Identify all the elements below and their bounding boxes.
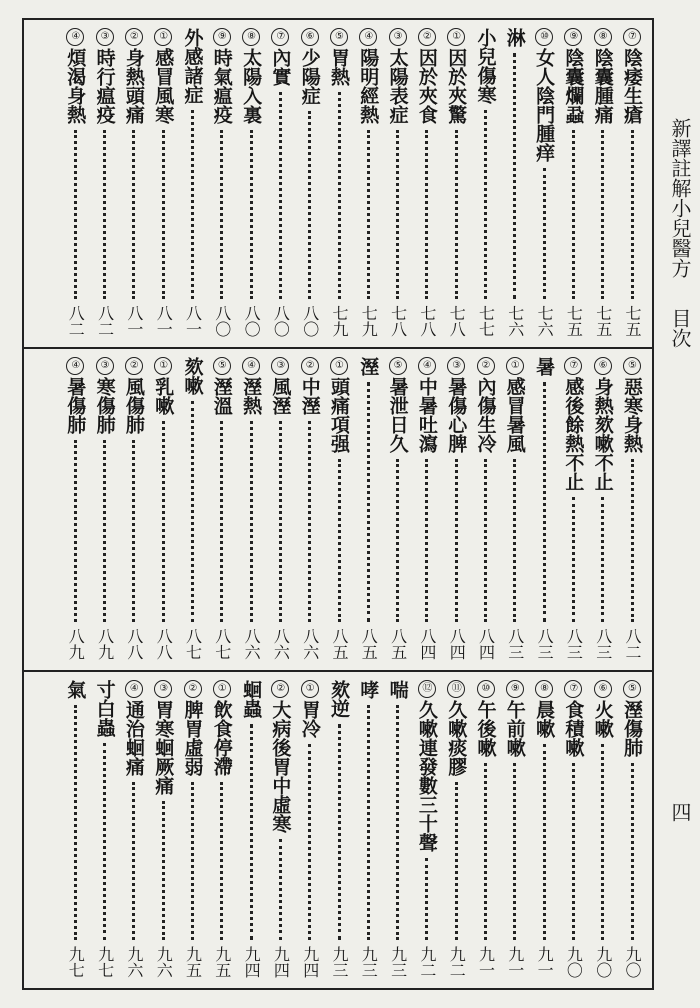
entry-title: 晨嗽 [533, 700, 556, 738]
entry-title: 因於夾驚 [445, 48, 468, 124]
entry-page: 九四 [300, 946, 320, 978]
entry-number: ④ [242, 357, 260, 375]
entry-number: ① [154, 357, 172, 375]
toc-entry [591, 680, 615, 978]
leader-dots [631, 459, 634, 622]
toc-heading [63, 680, 87, 978]
toc-entry [210, 28, 234, 337]
entry-number: ② [301, 357, 319, 375]
entry-page: 九四 [271, 946, 291, 978]
entry-page: 八〇 [300, 305, 320, 337]
entry-page: 九〇 [593, 946, 613, 978]
leader-dots [308, 744, 311, 940]
leader-dots [132, 440, 135, 622]
leader-dots [250, 130, 253, 299]
entry-number: ② [477, 357, 495, 375]
entry-page: 八一 [183, 305, 203, 337]
leader-dots [338, 459, 341, 622]
toc-heading [239, 680, 263, 978]
entry-page: 八二 [66, 305, 86, 337]
entry-page: 八一 [124, 305, 144, 337]
toc-entry [620, 357, 644, 660]
toc-entry [386, 357, 410, 660]
leader-dots [338, 724, 341, 940]
entry-title: 感冒風寒 [152, 48, 175, 124]
entry-page: 八五 [330, 628, 349, 660]
entry-page: 八三 [593, 628, 613, 660]
entry-title: 感冒暑風 [503, 377, 526, 453]
toc-entry [415, 357, 439, 660]
entry-number: ③ [447, 357, 465, 375]
entry-title: 暑傷心脾 [445, 377, 468, 453]
entry-number: ⑦ [623, 28, 641, 46]
entry-number: ② [418, 28, 436, 46]
toc-entry [122, 680, 146, 978]
leader-dots [132, 130, 135, 299]
entry-number: ③ [154, 680, 172, 698]
toc-entry [151, 680, 175, 978]
leader-dots [455, 130, 458, 299]
entry-number: ⑤ [330, 28, 348, 46]
entry-title: 陰囊爛蝨 [562, 48, 585, 124]
leader-dots [513, 53, 516, 299]
leader-dots [367, 705, 370, 940]
entry-page: 八〇 [271, 305, 291, 337]
section-label: 目次 [668, 308, 692, 348]
entry-page: 八六 [242, 628, 262, 660]
entry-page: 八一 [154, 305, 174, 337]
leader-dots [74, 705, 77, 940]
entry-number: ⑦ [564, 680, 582, 698]
entry-page: 八九 [95, 628, 115, 660]
leader-dots [279, 421, 282, 622]
toc-heading [532, 357, 556, 660]
entry-page: 八二 [623, 628, 642, 660]
entry-page: 七八 [388, 305, 408, 337]
toc-entry [503, 680, 527, 978]
entry-number: ⑤ [213, 357, 231, 375]
entry-number: ⑥ [594, 680, 612, 698]
toc-panel-2 [24, 349, 652, 670]
entry-page: 九四 [242, 946, 262, 978]
toc-entry [93, 28, 117, 337]
toc-heading [474, 28, 498, 337]
entry-number: ① [447, 28, 465, 46]
entry-number: ① [154, 28, 172, 46]
entry-number: ⑤ [623, 357, 641, 375]
leader-dots [396, 459, 399, 622]
leader-dots [220, 782, 223, 940]
leader-dots [191, 782, 194, 940]
entry-page: 八三 [505, 628, 525, 660]
leader-dots [484, 110, 487, 299]
entry-page: 八四 [476, 628, 496, 660]
entry-title: 暑傷肺 [64, 377, 87, 434]
toc-entry [561, 680, 585, 978]
toc-entry [532, 680, 556, 978]
entry-page: 九五 [183, 946, 203, 978]
entry-page: 八六 [300, 628, 320, 660]
entry-number: ⑩ [477, 680, 495, 698]
leader-dots [220, 421, 223, 622]
entry-number: ② [271, 680, 289, 698]
heading-title: 喘 [386, 680, 409, 699]
entry-page: 八四 [447, 628, 467, 660]
entry-page: 九一 [505, 946, 525, 978]
entry-title: 寒傷肺 [93, 377, 116, 434]
leader-dots [191, 401, 194, 622]
entry-number: ⑦ [271, 28, 289, 46]
entry-title: 胃寒蛔厥痛 [152, 700, 175, 795]
entry-title: 內實 [269, 48, 292, 86]
entry-title: 溼熱 [240, 377, 263, 415]
entry-page: 八〇 [242, 305, 262, 337]
entry-number: ⑤ [623, 680, 641, 698]
entry-number: ⑨ [506, 680, 524, 698]
entry-page: 八三 [564, 628, 584, 660]
entry-page: 八五 [388, 628, 408, 660]
toc-entry [298, 28, 322, 337]
leader-dots [425, 130, 428, 299]
entry-number: ⑧ [594, 28, 612, 46]
toc-entry [620, 680, 644, 978]
entry-page: 八三 [535, 628, 555, 660]
heading-title: 淋 [503, 28, 526, 47]
entry-page: 七九 [359, 305, 379, 337]
entry-title: 時行瘟疫 [93, 48, 116, 124]
entry-title: 胃冷 [298, 700, 321, 738]
leader-dots [455, 459, 458, 622]
leader-dots [425, 858, 428, 940]
entry-page: 七五 [564, 305, 584, 337]
leader-dots [367, 130, 370, 299]
entry-page: 七七 [476, 305, 496, 337]
entry-title: 身熱欬嗽不止 [591, 377, 614, 491]
leader-dots [162, 130, 165, 299]
leader-dots [572, 497, 575, 622]
entry-number: ⑫ [418, 680, 436, 698]
toc-entry [356, 28, 380, 337]
toc-entry [151, 357, 175, 660]
entry-number: ④ [359, 28, 377, 46]
entry-title: 火嗽 [591, 700, 614, 738]
entry-page: 八七 [212, 628, 232, 660]
entry-page: 八〇 [212, 305, 232, 337]
leader-dots [425, 459, 428, 622]
toc-entry [591, 28, 615, 337]
toc-entry [474, 680, 498, 978]
toc-panel-3 [24, 672, 652, 988]
entry-number: ③ [271, 357, 289, 375]
entry-number: ⑧ [535, 680, 553, 698]
entry-number: ① [330, 357, 348, 375]
toc-entry [503, 357, 527, 660]
toc-entry [93, 357, 117, 660]
leader-dots [513, 763, 516, 940]
toc-entry [210, 680, 234, 978]
entry-number: ⑩ [535, 28, 553, 46]
leader-dots [484, 459, 487, 622]
leader-dots [191, 110, 194, 299]
leader-dots [162, 421, 165, 622]
entry-title: 身熱頭痛 [122, 48, 145, 124]
page-number: 四 [668, 802, 692, 822]
entry-number: ⑨ [213, 28, 231, 46]
entry-number: ④ [66, 357, 84, 375]
entry-page: 九二 [417, 946, 437, 978]
entry-page: 八七 [183, 628, 203, 660]
toc-entry [561, 357, 585, 660]
toc-entry [327, 357, 351, 660]
leader-dots [103, 130, 106, 299]
entry-title: 頭痛項强 [328, 377, 350, 453]
leader-dots [103, 440, 106, 622]
entry-page: 九六 [124, 946, 144, 978]
toc-entry [151, 28, 175, 337]
toc-entry [386, 28, 410, 337]
entry-page: 七九 [330, 305, 349, 337]
heading-title: 氣 [64, 680, 87, 699]
entry-number: ④ [125, 680, 143, 698]
entry-number: ⑤ [389, 357, 407, 375]
entry-number: ⑦ [564, 357, 582, 375]
toc-entry [122, 357, 146, 660]
leader-dots [308, 421, 311, 622]
leader-dots [74, 130, 77, 299]
heading-title: 小兒傷寒 [474, 28, 497, 104]
entry-title: 少陽症 [298, 48, 321, 105]
heading-title: 外感諸症 [181, 28, 204, 104]
leader-dots [279, 92, 282, 299]
entry-page: 七六 [535, 305, 555, 337]
entry-number: ③ [389, 28, 407, 46]
toc-entry [474, 357, 498, 660]
entry-page: 七六 [505, 305, 525, 337]
leader-dots [74, 440, 77, 622]
entry-title: 午前嗽 [503, 700, 526, 757]
toc-heading [327, 680, 351, 978]
leader-dots [367, 382, 370, 622]
entry-page: 八五 [359, 628, 379, 660]
entry-number: ② [125, 357, 143, 375]
toc-heading [356, 680, 380, 978]
leader-dots [601, 130, 604, 299]
leader-dots [572, 130, 575, 299]
entry-page: 九三 [388, 946, 408, 978]
toc-entry [63, 28, 87, 337]
entry-page: 八八 [154, 628, 174, 660]
heading-title: 寸白蟲 [93, 680, 116, 737]
entry-page: 九一 [476, 946, 496, 978]
entry-page: 七八 [447, 305, 467, 337]
toc-entry [122, 28, 146, 337]
heading-title: 欬嗽 [181, 357, 204, 395]
toc-entry [444, 357, 468, 660]
heading-title: 溼 [357, 357, 380, 376]
entry-title: 太陽入裏 [240, 48, 263, 124]
toc-heading [181, 357, 205, 660]
entry-title: 久嗽連發數三十聲 [415, 700, 438, 852]
leader-dots [162, 801, 165, 940]
leader-dots [220, 130, 223, 299]
toc-entry [415, 680, 439, 978]
entry-title: 食積嗽 [562, 700, 585, 757]
toc-heading [93, 680, 117, 978]
leader-dots [513, 459, 516, 622]
toc-entry [239, 28, 263, 337]
entry-title: 陰囊腫痛 [591, 48, 614, 124]
entry-number: ② [125, 28, 143, 46]
heading-title: 哮 [357, 680, 380, 699]
entry-title: 乳嗽 [152, 377, 175, 415]
leader-dots [543, 744, 546, 940]
toc-entry [268, 28, 292, 337]
entry-number: ⑥ [594, 357, 612, 375]
toc-heading [386, 680, 410, 978]
entry-page: 九七 [66, 946, 86, 978]
leader-dots [601, 744, 604, 940]
toc-entry [268, 357, 292, 660]
leader-dots [250, 724, 253, 940]
leader-dots [132, 782, 135, 940]
leader-dots [250, 421, 253, 622]
leader-dots [631, 763, 634, 940]
entry-number: ① [506, 357, 524, 375]
entry-page: 九三 [330, 946, 349, 978]
entry-title: 風傷肺 [122, 377, 145, 434]
entry-page: 九〇 [564, 946, 584, 978]
entry-page: 九六 [154, 946, 174, 978]
toc-entry [268, 680, 292, 978]
toc-heading [503, 28, 527, 337]
entry-page: 七五 [593, 305, 613, 337]
entry-title: 中溼 [298, 377, 321, 415]
entry-number: ⑨ [564, 28, 582, 46]
entry-title: 因於夾食 [415, 48, 438, 124]
entry-title: 通治蛔痛 [122, 700, 145, 776]
entry-title: 風溼 [269, 377, 292, 415]
heading-title: 蛔蟲 [240, 680, 263, 718]
leader-dots [631, 130, 634, 299]
entry-number: ③ [96, 28, 114, 46]
book-title: 新譯註解小兒醫方 [668, 118, 692, 278]
toc-entry [561, 28, 585, 337]
leader-dots [572, 763, 575, 940]
toc-entry [63, 357, 87, 660]
entry-number: ④ [418, 357, 436, 375]
leader-dots [396, 705, 399, 940]
entry-title: 女人陰門腫痒 [533, 48, 556, 162]
toc-panel-1 [24, 20, 652, 347]
entry-page: 九五 [212, 946, 232, 978]
leader-dots [484, 763, 487, 940]
entry-title: 太陽表症 [386, 48, 409, 124]
entry-title: 午後嗽 [474, 700, 497, 757]
leader-dots [396, 130, 399, 299]
entry-title: 胃熱 [328, 48, 350, 86]
entry-title: 惡寒身熱 [621, 377, 643, 453]
entry-page: 七八 [417, 305, 437, 337]
toc-entry [298, 680, 322, 978]
entry-title: 內傷生冷 [474, 377, 497, 453]
entry-title: 暑泄日久 [386, 377, 409, 453]
leader-dots [279, 839, 282, 940]
entry-title: 飲食停滯 [210, 700, 233, 776]
entry-page: 八二 [95, 305, 115, 337]
entry-page: 八九 [66, 628, 86, 660]
toc-entry [444, 28, 468, 337]
toc-entry [181, 680, 205, 978]
toc-entry [444, 680, 468, 978]
entry-page: 九一 [535, 946, 555, 978]
entry-page: 九三 [359, 946, 379, 978]
entry-title: 時氣瘟疫 [210, 48, 233, 124]
entry-page: 九二 [447, 946, 467, 978]
entry-title: 溼傷肺 [621, 700, 643, 757]
entry-page: 七五 [623, 305, 642, 337]
entry-title: 大病後胃中虛寒 [269, 700, 292, 833]
toc-entry [239, 357, 263, 660]
toc-heading [181, 28, 205, 337]
entry-number: ⑥ [301, 28, 319, 46]
toc-heading [356, 357, 380, 660]
entry-number: ⑧ [242, 28, 260, 46]
entry-number: ① [301, 680, 319, 698]
entry-page: 九七 [95, 946, 115, 978]
entry-title: 陽明經熱 [357, 48, 380, 124]
toc-entry [415, 28, 439, 337]
leader-dots [543, 168, 546, 299]
entry-title: 溼溫 [210, 377, 233, 415]
toc-entry [327, 28, 351, 337]
entry-page: 八四 [417, 628, 437, 660]
leader-dots [103, 743, 106, 940]
entry-page: 九〇 [623, 946, 642, 978]
leader-dots [543, 382, 546, 622]
entry-number: ④ [66, 28, 84, 46]
toc-entry [591, 357, 615, 660]
entry-title: 煩渴身熱 [64, 48, 87, 124]
leader-dots [455, 782, 458, 940]
entry-title: 感後餘熱不止 [562, 377, 585, 491]
leader-dots [338, 92, 341, 299]
entry-title: 脾胃虛弱 [181, 700, 204, 776]
heading-title: 欬逆 [328, 680, 350, 718]
entry-number: ⑪ [447, 680, 465, 698]
entry-page: 八八 [124, 628, 144, 660]
entry-title: 陰痿生瘡 [621, 48, 643, 124]
leader-dots [601, 497, 604, 622]
entry-number: ③ [96, 357, 114, 375]
entry-page: 八六 [271, 628, 291, 660]
entry-number: ② [184, 680, 202, 698]
entry-title: 中暑吐瀉 [415, 377, 438, 453]
leader-dots [308, 111, 311, 299]
toc-entry [210, 357, 234, 660]
toc-entry [532, 28, 556, 337]
toc-entry [298, 357, 322, 660]
entry-title: 久嗽痰膠 [445, 700, 468, 776]
heading-title: 暑 [533, 357, 556, 376]
entry-number: ① [213, 680, 231, 698]
toc-entry [620, 28, 644, 337]
